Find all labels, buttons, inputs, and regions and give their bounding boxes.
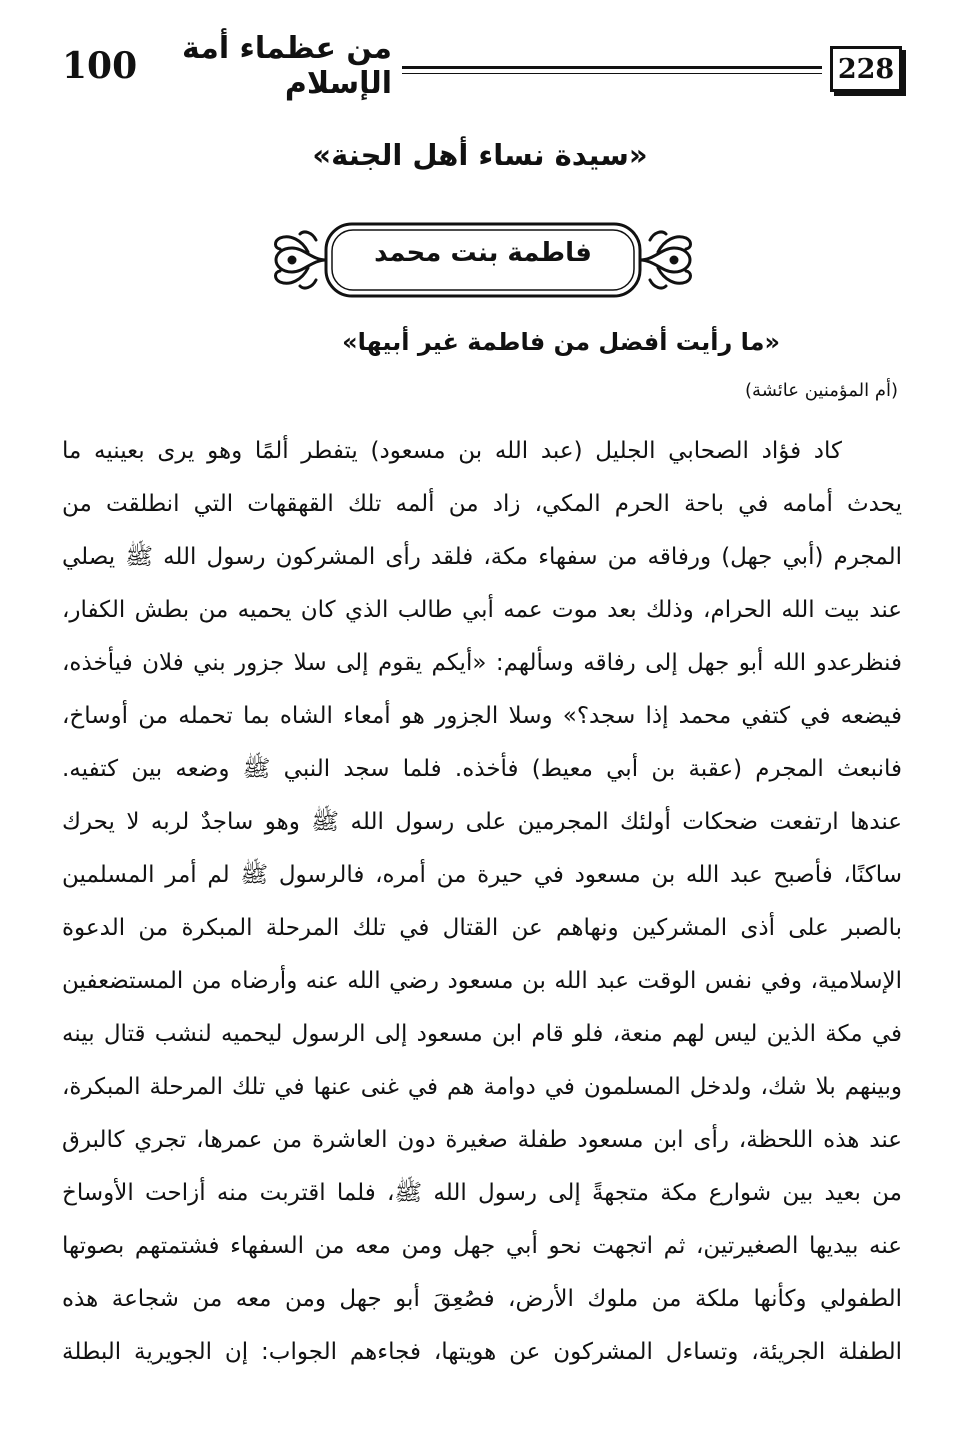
header-rule	[402, 66, 822, 69]
book-title-number: 100	[62, 45, 138, 87]
body-line: بالصبر على أذى المشركين ونهاهم عن القتال في تلك المرحلة المبكرة من الدعوة	[62, 915, 902, 941]
body-line: عند هذه اللحظة، رأى ابن مسعود طفلة صغيرة دون العاشرة من عمرها، تجري كالبرق	[62, 1127, 902, 1153]
quote-attribution: (أم المؤمنين عائشة)	[745, 380, 898, 401]
chapter-epithet: «سيدة نساء أهل الجنة»	[312, 138, 648, 172]
body-line: المجرم (أبي جهل) ورفاقه من سفهاء مكة، فلقد رأى المشركون رسول الله ﷺ يصلي	[62, 544, 902, 570]
body-line: الإسلامية، وفي نفس الوقت عبد الله بن مسعود رضي الله عنه وأرضاه من المستضعفين	[62, 968, 902, 994]
body-line: فنظرعدو الله أبو جهل إلى رفاقه وسألهم: «أيكم يقوم إلى سلا جزور بني فلان فيأخذه،	[62, 650, 902, 676]
body-line: عندها ارتفعت ضحكات أولئك المجرمين على رسول الله ﷺ وهو ساجدٌ لربه لا يحرك	[62, 809, 902, 835]
chapter-title-cartouche	[268, 218, 698, 302]
body-line: الطفولي وكأنها ملكة من ملوك الأرض، فصُعِقَ أبو جهل ومن معه من شجاعة هذه	[62, 1286, 902, 1312]
body-line: وبينهم بلا شك، ولدخل المسلمون في دوامة هم في غنى عنها في تلك المرحلة المبكرة،	[62, 1074, 902, 1100]
opening-quote: «ما رأيت أفضل من فاطمة غير أبيها»	[342, 328, 780, 356]
page-header	[62, 31, 902, 101]
body-line: فانبعث المجرم (عقبة بن أبي معيط) فأخذه. فلما سجد النبي ﷺ وضعه بين كتفيه.	[62, 756, 902, 782]
body-line: الطفلة الجريئة، وتساءل المشركون عن هويتها، فجاءهم الجواب: إن الجويرية البطلة	[62, 1339, 902, 1365]
chapter-title: فاطمة بنت محمد	[374, 238, 592, 268]
body-paragraph	[62, 425, 902, 1379]
body-line: ساكنًا، فأصبح عبد الله بن مسعود في حيرة من أمره، فالرسول ﷺ لم أمر المسلمين	[62, 862, 902, 888]
body-line: في مكة الذين ليس لهم منعة، فلو قام ابن مسعود إلى الرسول ليحميه لنشب قتال بينه	[62, 1021, 902, 1047]
body-line: كاد فؤاد الصحابي الجليل (عبد الله بن مسعود) يتفطر ألمًا وهو يرى بعينيه ما	[62, 438, 842, 464]
body-line: عند بيت الله الحرام، وذلك بعد موت عمه أبي طالب الذي كان يحميه من بطش الكفار،	[62, 597, 902, 623]
body-line: فيضعه في كتفي محمد إذا سجد؟» وسلا الجزور هو أمعاء الشاه بما تحمله من أوساخ،	[62, 703, 902, 729]
book-title-text: من عظماء أمة الإسلام	[182, 31, 392, 101]
body-line: يحدث أمامه في باحة الحرم المكي، زاد من ألمه تلك القهقهات التي انطلقت من	[62, 491, 902, 517]
page-number: 228	[830, 46, 902, 92]
book-title	[62, 31, 392, 101]
body-line: عنه بيديها الصغيرتين، ثم اتجهت نحو أبي جهل ومن معه من السفهاء فشتمتهم بصوتها	[62, 1233, 902, 1259]
body-line: من بعيد بين شوارع مكة متجهةً إلى رسول الله ﷺ، فلما اقتربت منه أزاحت الأوساخ	[62, 1180, 902, 1206]
